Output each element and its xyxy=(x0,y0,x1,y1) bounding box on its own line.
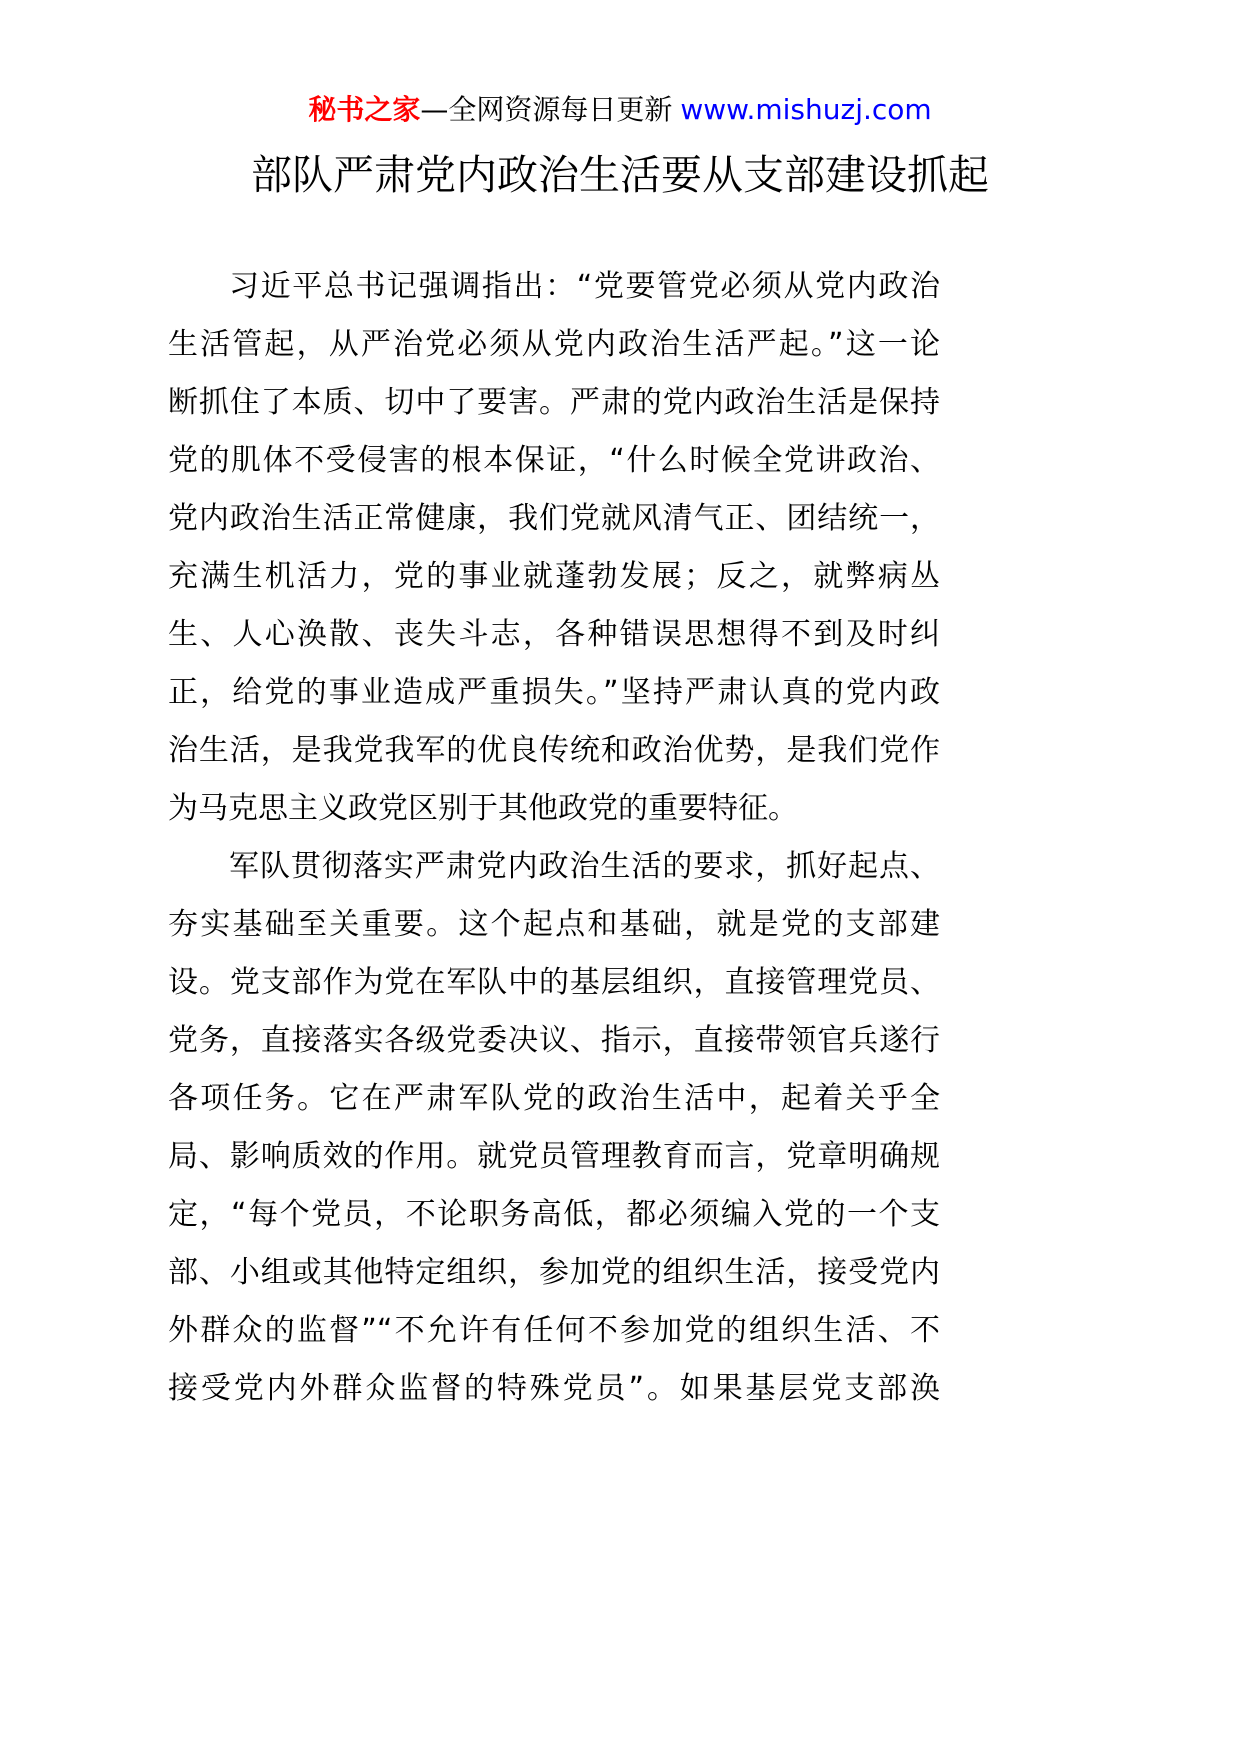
text-line: 设。党支部作为党在军队中的基层组织，直接管理党员、 xyxy=(168,965,940,1000)
document-body xyxy=(168,258,940,1418)
document-title: 部队严肃党内政治生活要从支部建设抓起 xyxy=(251,151,989,199)
text-line: 为马克思主义政党区别于其他政党的重要特征。 xyxy=(168,791,798,826)
text-line: 局、影响质效的作用。就党员管理教育而言，党章明确规 xyxy=(168,1139,940,1174)
text-line: 习近平总书记强调指出：“党要管党必须从党内政治 xyxy=(229,269,940,304)
text-line: 充满生机活力，党的事业就蓬勃发展；反之，就弊病丛 xyxy=(168,559,940,594)
text-line: 党务，直接落实各级党委决议、指示，直接带领官兵遂行 xyxy=(168,1023,940,1058)
paragraph-2 xyxy=(168,838,940,1418)
site-name: 秘书之家 xyxy=(308,93,421,126)
text-line: 治生活，是我党我军的优良传统和政治优势，是我们党作 xyxy=(168,733,940,768)
text-line: 生活管起，从严治党必须从党内政治生活严起。”这一论 xyxy=(168,327,940,362)
paragraph-1 xyxy=(168,258,940,838)
site-banner xyxy=(0,92,1240,128)
text-line: 接受党内外群众监督的特殊党员”。如果基层党支部涣 xyxy=(168,1371,940,1406)
text-line: 正，给党的事业造成严重损失。”坚持严肃认真的党内政 xyxy=(168,675,940,710)
text-line: 定，“每个党员，不论职务高低，都必须编入党的一个支 xyxy=(168,1197,940,1232)
text-line: 夯实基础至关重要。这个起点和基础，就是党的支部建 xyxy=(168,907,940,942)
site-tagline: —全网资源每日更新 xyxy=(420,93,673,126)
text-line: 断抓住了本质、切中了要害。严肃的党内政治生活是保持 xyxy=(168,385,940,420)
text-line: 党的肌体不受侵害的根本保证，“什么时候全党讲政治、 xyxy=(168,443,940,478)
text-line: 党内政治生活正常健康，我们党就风清气正、团结统一， xyxy=(168,501,940,536)
text-line: 外群众的监督”“不允许有任何不参加党的组织生活、不 xyxy=(168,1313,940,1348)
text-line: 各项任务。它在严肃军队党的政治生活中，起着关乎全 xyxy=(168,1081,940,1116)
text-line: 生、人心涣散、丧失斗志，各种错误思想得不到及时纠 xyxy=(168,617,940,652)
text-line: 部、小组或其他特定组织，参加党的组织生活，接受党内 xyxy=(168,1255,940,1290)
text-line: 军队贯彻落实严肃党内政治生活的要求，抓好起点、 xyxy=(229,849,940,884)
site-url: www.mishuzj.com xyxy=(680,93,932,126)
